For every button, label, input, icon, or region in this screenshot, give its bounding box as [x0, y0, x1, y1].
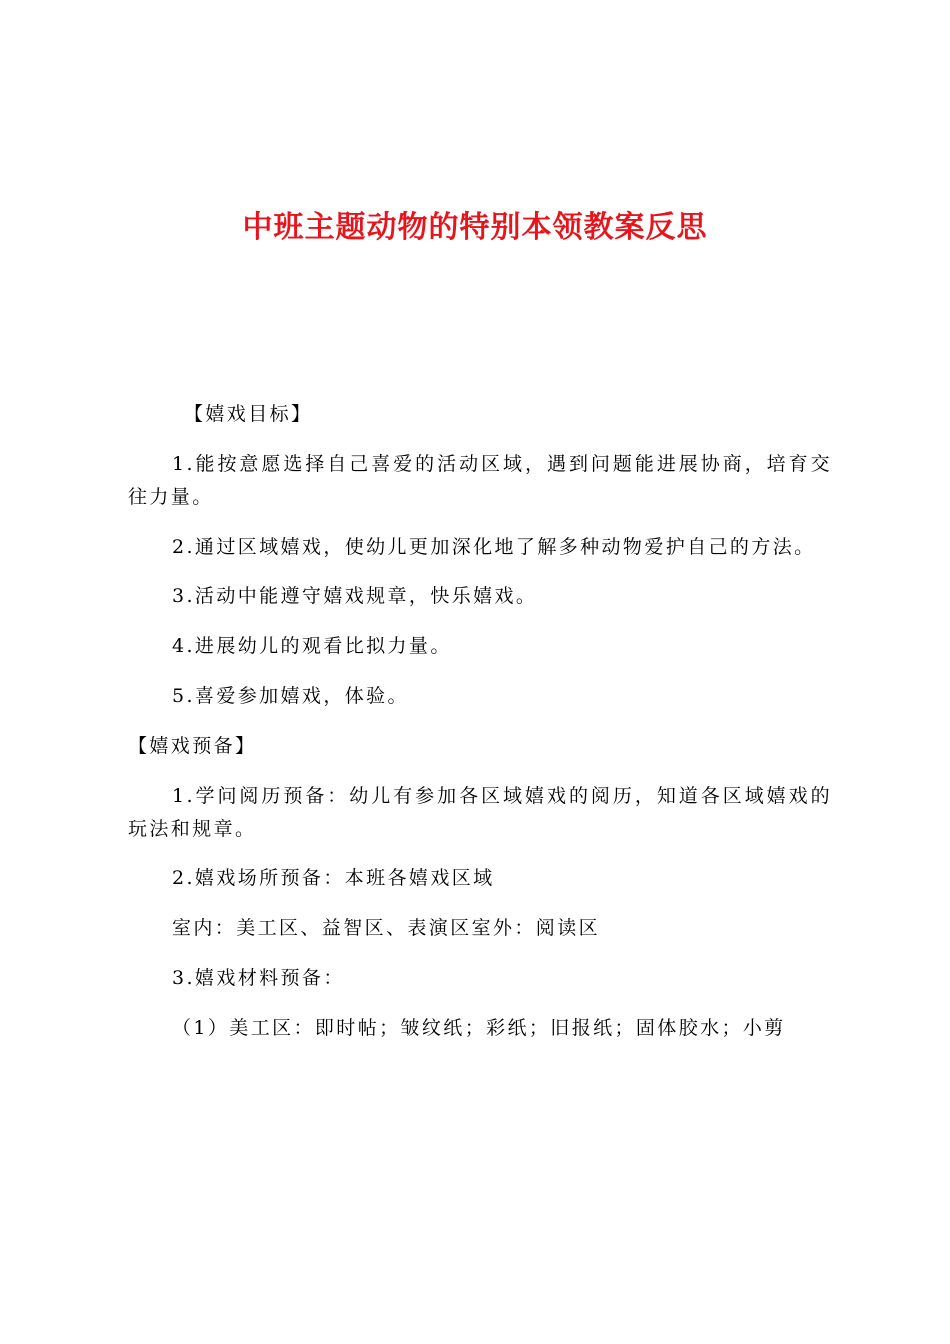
paragraph-goal-3: 3.活动中能遵守嬉戏规章，快乐嬉戏。	[172, 585, 538, 608]
paragraph-goal-4: 4.进展幼儿的观看比拟力量。	[172, 635, 452, 658]
paragraph-goal-2: 2.通过区域嬉戏，使幼儿更加深化地了解多种动物爱护自己的方法。	[172, 535, 816, 558]
paragraph-goal-1: 1.能按意愿选择自己喜爱的活动区域，遇到问题能进展协商，培育交往力量。	[128, 452, 832, 508]
document-body	[128, 398, 832, 1045]
section-heading-preparation: 【嬉戏预备】	[128, 734, 257, 757]
paragraph-prep-3: 3.嬉戏材料预备：	[172, 966, 345, 989]
paragraph-prep-venues: 室内：美工区、益智区、表演区室外：阅读区	[172, 917, 601, 940]
section-heading-goals: 【嬉戏目标】	[184, 403, 313, 425]
paragraph-prep-art-area: （1）美工区：即时帖；皱纹纸；彩纸；旧报纸；固体胶水；小剪	[172, 1016, 786, 1039]
paragraph-prep-1: 1.学问阅历预备：幼儿有参加各区域嬉戏的阅历，知道各区域嬉戏的玩法和规章。	[128, 784, 832, 840]
document-title: 中班主题动物的特别本领教案反思	[242, 210, 708, 245]
paragraph-prep-2: 2.嬉戏场所预备：本班各嬉戏区域	[172, 867, 495, 890]
paragraph-goal-5: 5.喜爱参加嬉戏，体验。	[172, 684, 409, 707]
